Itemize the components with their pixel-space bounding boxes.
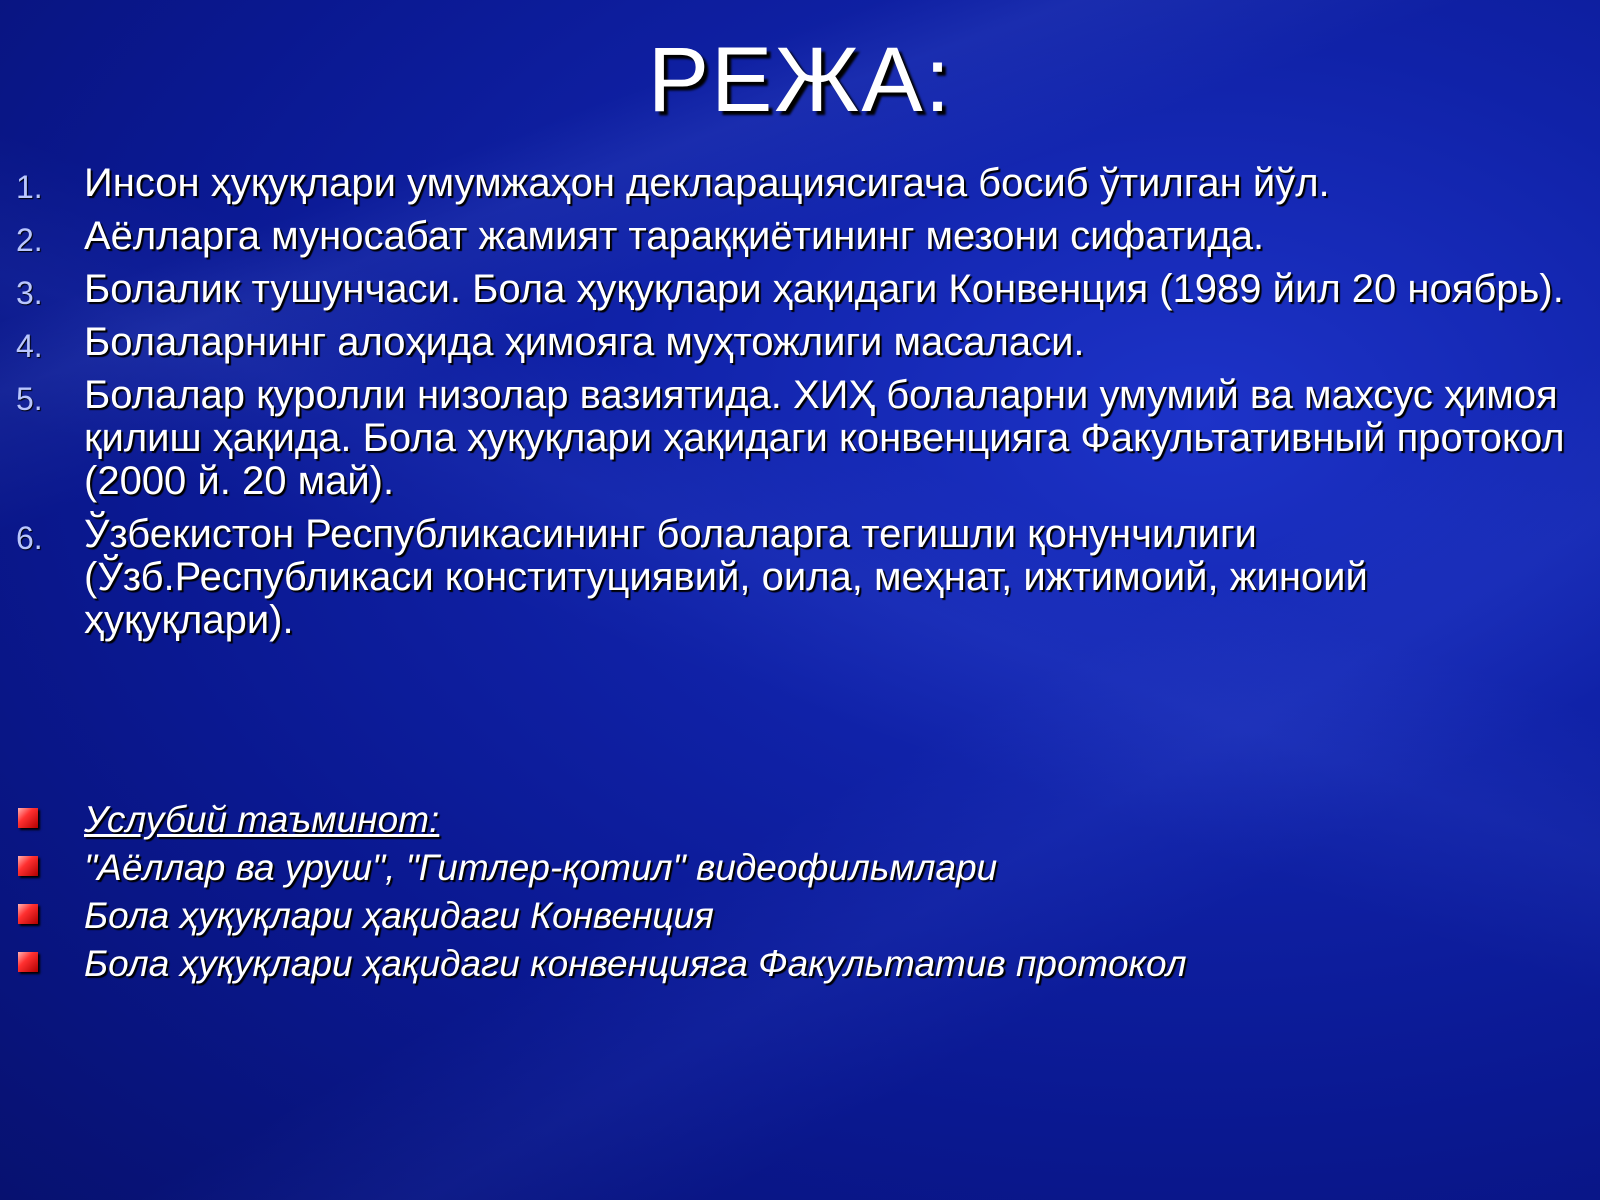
bullet-item-text: Бола ҳуқуқлари ҳақидаги Конвенция [84,895,714,936]
bullet-item [16,892,1576,940]
red-square-bullet-icon [18,856,38,876]
bullet-item [16,940,1576,988]
list-item-text: Болалик тушунчаси. Бола ҳуқуқлари ҳақидаги Конвенция (1989 йил 20 ноябрь). [84,267,1564,311]
red-square-bullet-icon [18,808,38,828]
list-number: 3. [16,275,43,311]
section-heading: Услубий таъминот: [84,799,440,840]
bullet-item-text: "Аёллар ва уруш", "Гитлер-қотил" видеофильмлари [84,847,998,888]
bullet-item [16,844,1576,892]
slide-title: РЕЖА: [647,29,953,131]
list-item [16,215,1576,258]
bullet-item-text: Бола ҳуқуқлари ҳақидаги конвенцияга Факультатив протокол [84,943,1187,984]
list-item-text: Болалар қуролли низолар вазиятида. ХИҲ болаларни умумий ва махсус ҳимоя қилиш ҳақида. Бола ҳуқуқлари ҳақидаги конвенцияга Факультативный протокол (2000 й. 20 май). [84,373,1565,503]
list-item [16,374,1576,503]
bullet-list [16,796,1576,988]
bullet-item [16,796,1576,844]
list-item [16,321,1576,364]
list-item-text: Аёлларга муносабат жамият тараққиётининг мезони сифатида. [84,214,1265,258]
red-square-bullet-icon [18,952,38,972]
list-item-text: Ўзбекистон Республикасининг болаларга тегишли қонунчилиги (Ўзб.Республикаси конституциявий, оила, меҳнат, ижтимоий, жиноий ҳуқуқлари). [84,512,1368,642]
numbered-list [16,162,1576,652]
list-number: 4. [16,328,43,364]
list-number: 1. [16,169,43,205]
list-item [16,513,1576,642]
list-number: 6. [16,520,43,556]
list-number: 5. [16,381,43,417]
list-item-text: Инсон ҳуқуқлари умумжаҳон декларациясигача босиб ўтилган йўл. [84,161,1330,205]
red-square-bullet-icon [18,904,38,924]
list-item-text: Болаларнинг алоҳида ҳимояга муҳтожлиги масаласи. [84,320,1085,364]
list-item [16,268,1576,311]
list-number: 2. [16,222,43,258]
list-item [16,162,1576,205]
